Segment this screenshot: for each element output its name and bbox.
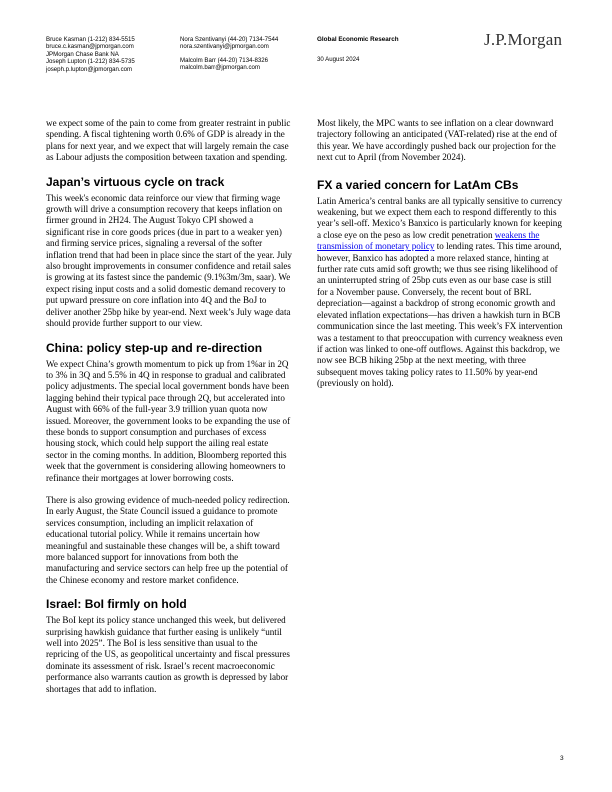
paragraph: This week's economic data reinforce our view that firming wage growth will drive a consumption recovery that keeps inflation on firmer ground in 2H24. The August Tokyo CPI showed a significant rise in core goods prices (due in part to a weaker yen) and firming service prices, signaling a reversal of the softer inflation trend that had been in place since the start of the year. July also brought improvements in consumer confidence and retail sales is growing at its fastest since the pandemic (9.1%3m/3m, saar). We expect rising input costs and a solid domestic demand recovery to put upward pressure on core inflation into 4Q and the BoJ to deliver another 25bp hike by year-end. Next week’s July wage data should provide further support to our view. [46,192,292,329]
publication-title: Global Economic Research [317,36,399,43]
left-column [46,118,292,706]
paragraph: Most likely, the MPC wants to see inflation on a clear downward trajectory following an anticipated (VAT-related) rise at the end of this year. We have accordingly pushed back our projection for the next cut to April (from November 2024). [317,118,558,163]
paragraph: The BoI kept its policy stance unchanged this week, but delivered surprising hawkish guidance that further easing is unlikely “until well into 2025”. The BoI is less sensitive than usual to the repricing of the US, as geopolitical uncertainty and fiscal pressures dominate its assessment of risk. Israel’s recent macroeconomic performance also warrants caution as growth is depressed by labor shortages that add to inflation. [46,615,290,694]
paragraph: We expect China’s growth momentum to pick up from 1%ar in 2Q to 3% in 3Q and 5.5% in 4Q in response to gradual and calibrated policy adjustments. The special local government bonds have been lagging behind their typical pace through 2Q, but accelerated into August with 66% of the full-year 3.9 trillion yuan quota now issued. Moreover, the government looks to be expanding the use of these bonds to support consumption and purchases of excess housing stock, which could help support the ailing real estate sector in the coming months. In addition, Bloomberg reported this week that the government is considering allowing homeowners to refinance their mortgages at lower borrowing costs. [46,358,291,483]
section-heading-china: China: policy step-up and re-direction [46,340,263,355]
analyst-email[interactable]: joseph.p.lupton@jpmorgan.com [46,65,133,73]
contacts-block-1 [46,36,135,73]
jpmorgan-logo: J.P.Morgan [484,30,563,49]
analyst-affiliation: JPMorgan Chase Bank NA [46,50,119,58]
analyst-email[interactable]: nora.szentivanyi@jpmorgan.com [180,43,269,51]
page-number: 3 [560,755,564,762]
paragraph-text: to lending rates. This time around, however, Banxico has adopted a more relaxed stance, hinting at further rate cuts amid soft growth; we thus see rising likelihood of an uninterrupted string of 25bp cuts even as our base case is still for a November pause. Conversely, the recent bout of BRL depreciation—against a backdrop of strong economic growth and elevated inflation expectations—has driven a hawkish turn in BCB communication since the last meeting. This week’s FX intervention was a testament to that preoccupation with currency weakness even if action was linked to one-off outflows. Against this backdrop, we now see BCB hiking 25bp at the next meeting, with three subsequent moves taking policy rates to 11.50% by year-end (previously on hold). [317,241,563,389]
section-heading-israel: Israel: BoI firmly on hold [46,597,187,612]
paragraph [317,196,563,390]
monetary-policy-link[interactable]: weakens the transmission of monetary policy [317,229,540,252]
paragraph-text: Latin America’s central banks are all typically sensitive to currency weakening, but we expect them each to respond differently to this year’s sell-off. Mexico’s Banxico is particularly known for keeping a close eye on the peso as low credit penetration [317,195,563,240]
publication-date: 30 August 2024 [317,56,360,63]
analyst-email[interactable]: malcolm.barr@jpmorgan.com [180,64,261,72]
analyst-email[interactable]: bruce.c.kasman@jpmorgan.com [46,43,134,51]
analyst-name-phone: Malcolm Barr (44-20) 7134-8326 [180,56,269,64]
analyst-name-phone: Bruce Kasman (1-212) 834-5515 [46,36,135,43]
section-heading-japan: Japan’s virtuous cycle on track [46,174,225,189]
paragraph: There is also growing evidence of much-needed policy redirection. In early August, the State Council issued a guidance to promote services consumption, including an implicit relaxation of educational tutorial policy. While it remains uncertain how meaningful and sustainable these changes will be, a shift toward more balanced support for innovations from both the manufacturing and service sectors can help free up the potential of the Chinese economy and restore market confidence. [46,494,290,585]
section-heading-latam: FX a varied concern for LatAm CBs [317,177,519,192]
analyst-name-phone: Joseph Lupton (1-212) 834-5735 [46,58,135,66]
analyst-name-phone: Nora Szentivanyi (44-20) 7134-7544 [180,36,279,43]
contacts-block-2 [180,36,278,72]
paragraph: we expect some of the pain to come from greater restraint in public spending. A fiscal tightening worth 0.6% of GDP is already in the plans for next year, and we expect that will largely remain the case as Labour adjusts the composition between taxation and spending. [46,118,291,163]
right-column [317,118,563,401]
